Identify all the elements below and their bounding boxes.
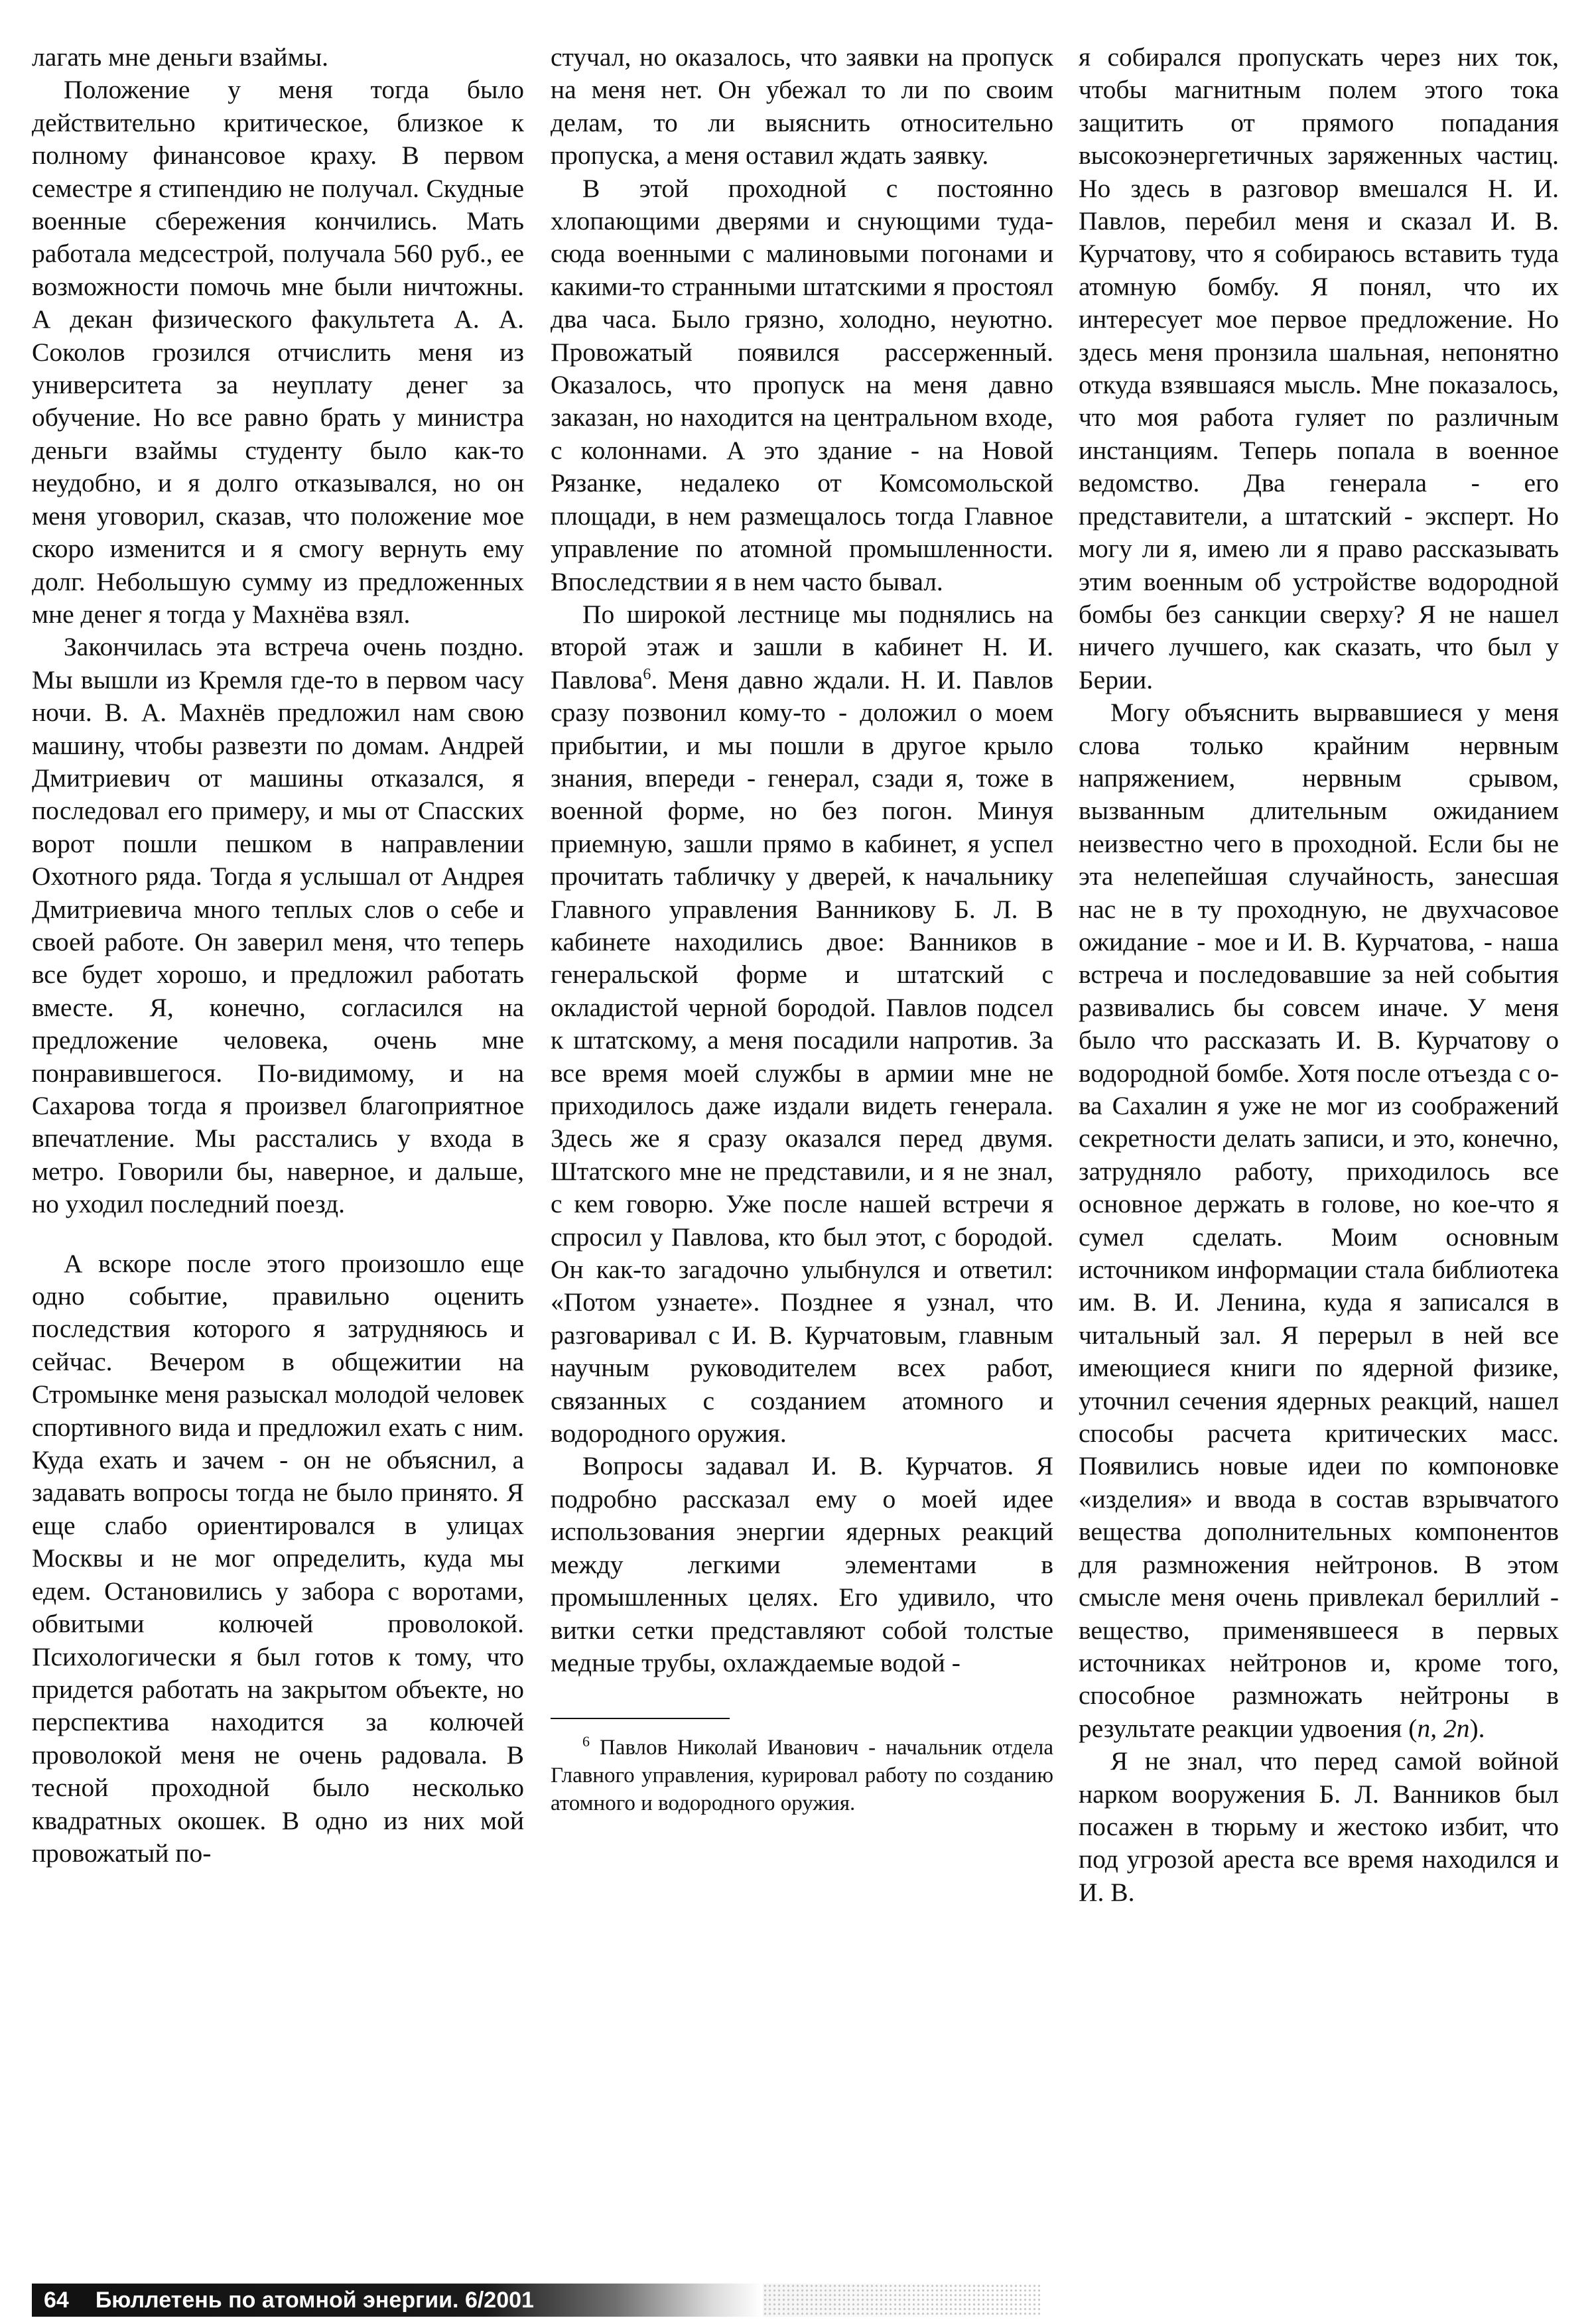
paragraph bbox=[1079, 696, 1559, 1745]
footnote-mark: 6 bbox=[582, 1733, 590, 1750]
footnote-reference: 6 bbox=[643, 665, 651, 683]
paragraph: Вопросы задавал И. В. Курчатов. Я подробно рассказал ему о моей идее использования энергии ядерных реакций между легкими элементами в промышленных целях. Его удивило, что витки сетки представляют собой толстые медные трубы, охлаждаемые водой - bbox=[551, 1451, 1053, 1677]
page-number: 64 bbox=[44, 2288, 69, 2313]
text-column-3 bbox=[1079, 41, 1559, 1909]
reaction-notation: n, 2n bbox=[1417, 1713, 1470, 1743]
paragraph: лагать мне деньги взаймы. bbox=[32, 42, 328, 72]
footer-halftone bbox=[763, 2284, 1041, 2317]
paragraph: Положение у меня тогда было действительно критическое, близкое к полному финансовое краху. В первом семестре я стипендию не получал. Скудные военные сбережения кончились. Мать работала медсестрой, получала 560 руб., ее возможности помочь мне были ничтожны. А декан физического факультета А. А. Соколов грозился отчислить меня из университета за неуплату денег за обучение. Но все равно брать у министра деньги взаймы студенту было как-то неудобно, и я долго отказывался, но он меня уговорил, сказав, что положение мое скоро изменится и я смогу вернуть ему долг. Небольшую сумму из предложенных мне денег я тогда у Махнёва взял. bbox=[32, 75, 524, 629]
paragraph bbox=[551, 598, 1053, 1451]
footnote bbox=[551, 1734, 1053, 1817]
footnote-divider bbox=[551, 1718, 730, 1719]
paragraph-text: По широкой лестнице мы поднялись на второй этаж и зашли в кабинет Н. И. Павлова bbox=[551, 599, 1053, 694]
paragraph: В этой проходной с постоянно хлопающими дверями и снующими туда-сюда военными с малиновыми погонами и какими-то странными штатскими я простоял два часа. Было грязно, холодно, неуютно. Провожатый появился рассерженный. Оказалось, что пропуск на меня давно заказан, но находится на центральном входе, с колоннами. А это здание - на Новой Рязанке, недалеко от Комсомольской площади, в нем размещалось тогда Главное управление по атомной промышленности. Впоследствии я в нем часто бывал. bbox=[551, 173, 1053, 596]
paragraph: Закончилась эта встреча очень поздно. Мы вышли из Кремля где-то в первом часу ночи. В. А. Махнёв предложил нам свою машину, чтобы развезти по домам. Андрей Дмитриевич от машины отказался, я последовал его примеру, и мы от Спасских ворот пошли пешком в направлении Охотного ряда. Тогда я услышал от Андрея Дмитриевича много теплых слов о себе и своей работе. Он заверил меня, что теперь все будет хорошо, и предложил работать вместе. Я, конечно, согласился на предложение человека, очень мне понравившегося. По-видимому, и на Сахарова тогда я произвел благоприятное впечатление. Мы расстались у входа в метро. Говорили бы, наверное, и дальше, но уходил последний поезд. bbox=[32, 632, 524, 1219]
paragraph: я собирался пропускать через них ток, чтобы магнитным полем этого тока защитить от прямого попадания высокоэнергетичных заряженных частиц. Но здесь в разговор вмешался Н. И. Павлов, перебил меня и сказал И. В. Курчатову, что я собираюсь вставить туда атомную бомбу. Я понял, что их интересует мое первое предложение. Но здесь меня пронзила шальная, непонятно откуда взявшаяся мысль. Мне показалось, что моя работа гуляет по различным инстанциям. Теперь попала в военное ведомство. Два генерала - его представители, а штатский - эксперт. Но могу ли я, имею ли я право рассказывать этим военным об устройстве водородной бомбы без санкции сверху? Я не нашел ничего лучшего, как сказать, что был у Берии. bbox=[1079, 42, 1559, 694]
paragraph: А вскоре после этого произошло еще одно событие, правильно оценить последствия которого я затрудняюсь и сейчас. Вечером в общежитии на Стромынке меня разыскал молодой человек спортивного вида и предложил ехать с ним. Куда ехать и зачем - он не объяснил, а задавать вопросы тогда не было принято. Я еще слабо ориентировался в улицах Москвы и не мог определить, куда мы едем. Остановились у забора с воротами, обвитыми колючей проволокой. Психологически я был готов к тому, что придется работать на закрытом объекте, но перспектива находится за колючей проволокой меня не очень радовала. В тесной проходной было несколько квадратных окошек. В одно из них мой провожатый по- bbox=[32, 1248, 524, 1868]
text-column-1 bbox=[32, 41, 524, 1870]
paragraph: Я не знал, что перед самой войной нарком вооружения Б. Л. Ванников был посажен в тюрьму и жестоко избит, что под угрозой ареста все время находился и И. В. bbox=[1079, 1746, 1559, 1907]
text-column-2 bbox=[551, 41, 1053, 1817]
paragraph-text: Могу объяснить вырвавшиеся у меня слова только крайним нервным напряжением, нервным срывом, вызванным длительным ожиданием неизвестно чего в проходной. Если бы не эта нелепейшая случайность, занесшая нас не в ту проходную, не двухчасовое ожидание - мое и И. В. Курчатова, - наша встреча и последовавшие за ней события развивались бы совсем иначе. У меня было что рассказать И. В. Курчатову о водородной бомбе. Хотя после отъезда с о-ва Сахалин я уже не мог из соображений секретности делать записи, и это, конечно, затрудняло работу, приходилось все основное держать в голове, но кое-что я сумел сделать. Моим основным источником информации стала библиотека им. В. И. Ленина, куда я записался в читальный зал. Я перерыл в ней все имеющиеся книги по ядерной физике, уточнил сечения ядерных реакций, нашел способы расчета критических масс. Появились новые идеи по компоновке «изделия» и ввода в состав взрывчатого вещества дополнительных компонентов для размножения нейтронов. В этом смысле меня очень привлекал бериллий - вещество, применявшееся в первых источниках нейтронов и, кроме того, способное размножать нейтроны в результате реакции удвоения ( bbox=[1079, 698, 1559, 1743]
journal-title: Бюллетень по атомной энергии. 6/2001 bbox=[95, 2288, 534, 2313]
paragraph: стучал, но оказалось, что заявки на пропуск на меня нет. Он убежал то ли по своим делам, то ли выяснить относительно пропуска, а меня оставил ждать заявку. bbox=[551, 42, 1053, 170]
footnote-text: Павлов Николай Иванович - начальник отдела Главного управления, курировал работу по созданию атомного и водородного оружия. bbox=[551, 1736, 1053, 1816]
footer-band bbox=[32, 2284, 762, 2317]
paragraph-text: . Меня давно ждали. Н. И. Павлов сразу позвонил кому-то - доложил о моем прибытии, и мы пошли в другое крыло знания, впереди - генерал, сзади я, тоже в военной форме, но без погон. Минуя приемную, зашли прямо в кабинет, я успел прочитать табличку у дверей, к начальнику Главного управления Ванникову Б. Л. В кабинете находились двое: Ванников в генеральской форме и штатский с окладистой черной бородой. Павлов подсел к штатскому, а меня посадили напротив. За все время моей службы в армии мне не приходилось даже издали видеть генерала. Здесь же я сразу оказался перед двумя. Штатского мне не представили, и я не знал, с кем говорю. Уже после нашей встречи я спросил у Павлова, кто был этот, с бородой. Он как-то загадочно улыбнулся и ответил: «Потом узнаете». Позднее я узнал, что разговаривал с И. В. Курчатовым, главным научным руководителем всех работ, связанных с созданием атомного и водородного оружия. bbox=[551, 665, 1053, 1449]
paragraph-text: ). bbox=[1469, 1713, 1485, 1743]
